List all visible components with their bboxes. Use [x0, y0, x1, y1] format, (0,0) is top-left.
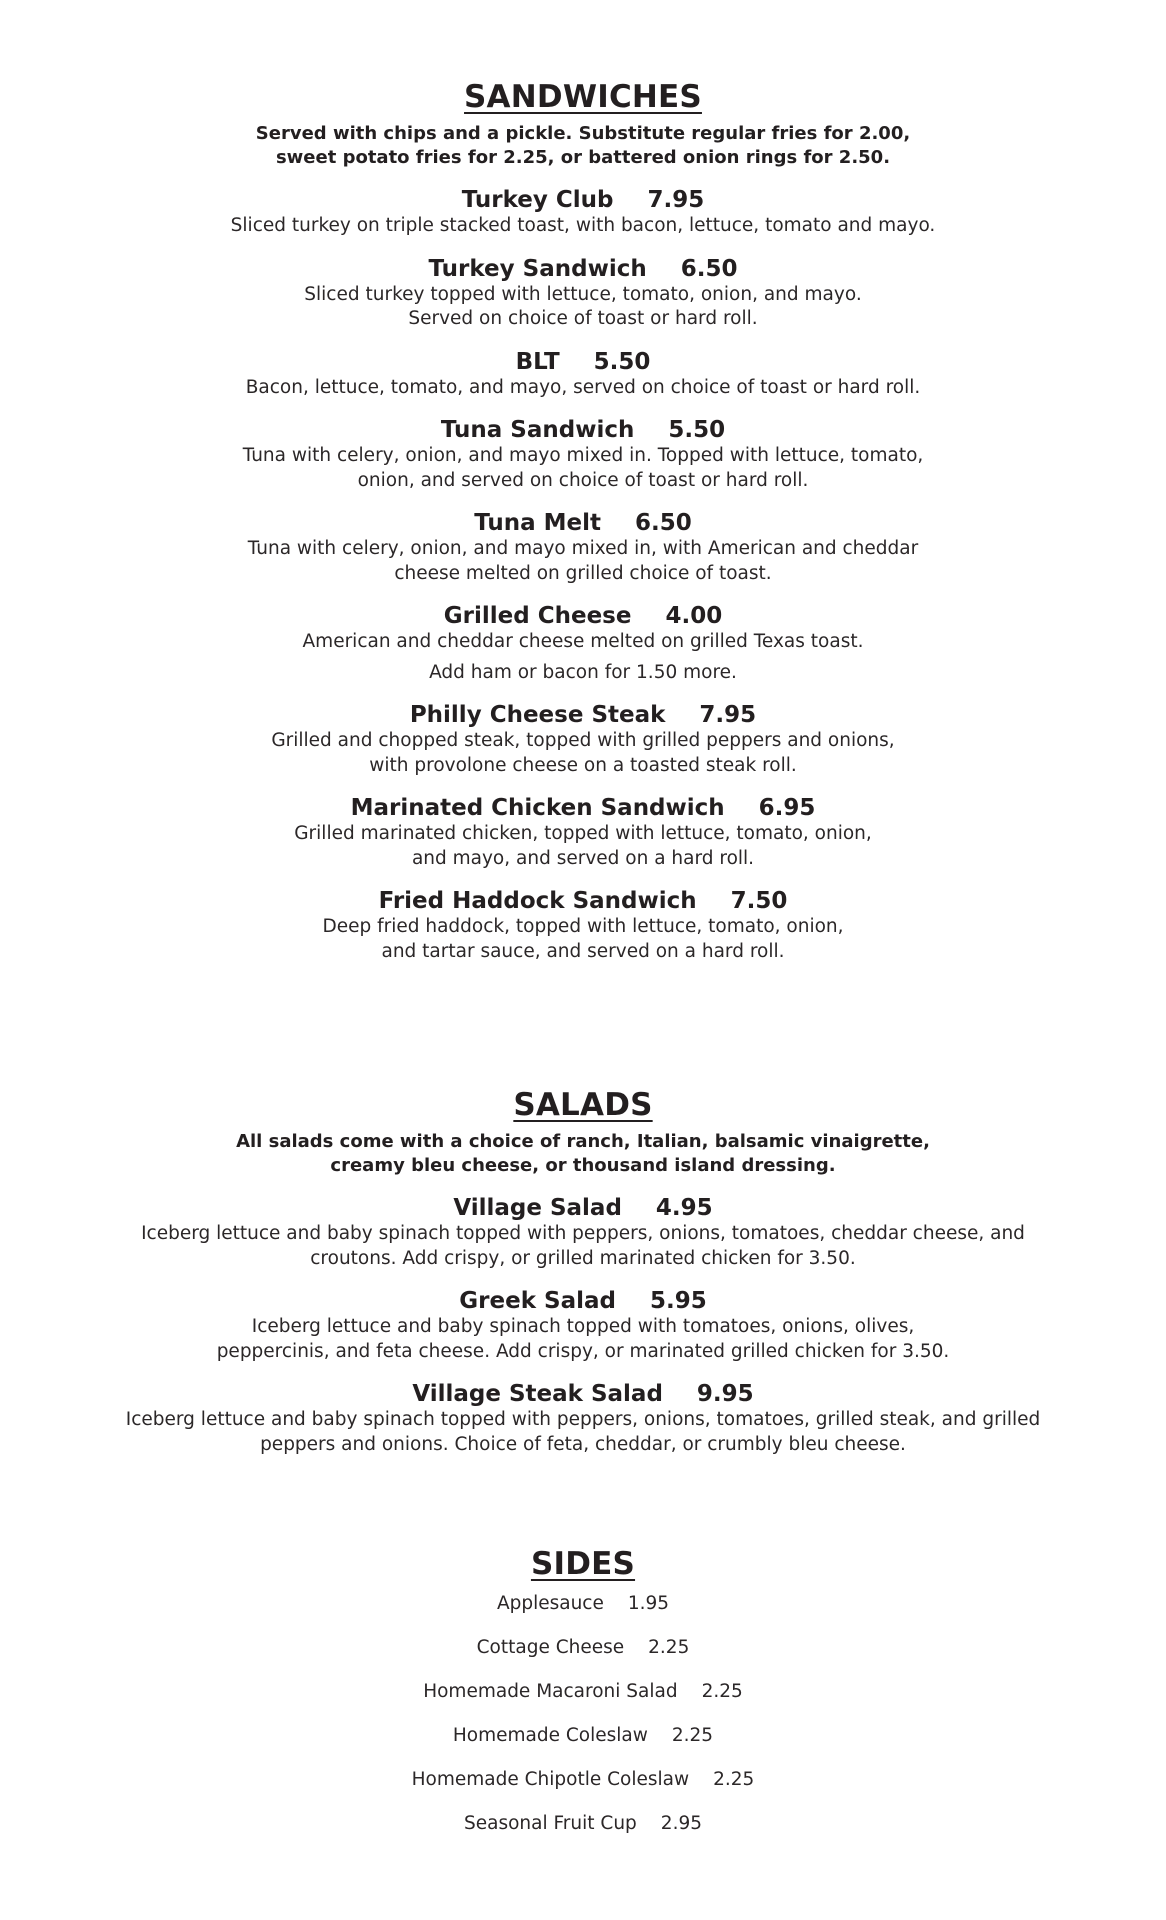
item-name: Turkey Club: [461, 187, 614, 213]
sandwiches-note: Served with chips and a pickle. Substitute regular fries for 2.00, sweet potato fries for 2.25, or battered onion rings for 2.50.: [255, 123, 911, 168]
side-item-fruit-cup: [0, 1812, 1166, 1856]
item-name: Fried Haddock Sandwich: [378, 888, 697, 914]
item-description: Tuna with celery, onion, and mayo mixed in. Topped with lettuce, tomato, onion, and served on choice of toast or hard roll.: [242, 445, 924, 491]
item-price: 6.95: [758, 795, 816, 821]
item-description: Sliced turkey on triple stacked toast, with bacon, lettuce, tomato and mayo.: [230, 215, 936, 236]
side-item-applesauce: [0, 1592, 1166, 1636]
menu-item-greek-salad: [0, 1287, 1166, 1364]
item-description: Sliced turkey topped with lettuce, tomato, onion, and mayo. Served on choice of toast or hard roll.: [304, 283, 862, 329]
sides-title: SIDES: [530, 1546, 636, 1582]
item-name: Turkey Sandwich: [428, 255, 647, 282]
item-description: Iceberg lettuce and baby spinach topped with peppers, onions, tomatoes, cheddar cheese, and croutons. Add crispy, or grilled marinated chicken for 3.50.: [141, 1223, 1025, 1269]
sandwiches-title: SANDWICHES: [464, 79, 702, 115]
side-item-macaroni-salad: [0, 1680, 1166, 1724]
item-add-on-note: Add ham or bacon for 1.50 more.: [429, 661, 737, 683]
salads-note: All salads come with a choice of ranch, Italian, balsamic vinaigrette, creamy bleu cheese, or thousand island dressing.: [236, 1131, 930, 1176]
item-price: 7.95: [699, 702, 757, 728]
menu-item-marinated-chicken-sandwich: [0, 794, 1166, 871]
item-price: 6.50: [635, 510, 692, 536]
item-price: 4.00: [665, 603, 723, 629]
item-price: 5.50: [668, 417, 726, 443]
item-description: Grilled and chopped steak, topped with grilled peppers and onions, with provolone cheese on a toasted steak roll.: [271, 730, 895, 776]
menu-item-village-salad: [0, 1194, 1166, 1271]
item-name: Tuna Melt: [474, 510, 602, 536]
item-description: Grilled marinated chicken, topped with lettuce, tomato, onion, and mayo, and served on a hard roll.: [294, 823, 872, 869]
item-name: Village Salad: [453, 1195, 622, 1221]
side-item-chipotle-coleslaw: [0, 1768, 1166, 1812]
menu-item-blt: [0, 348, 1166, 401]
item-description: Tuna with celery, onion, and mayo mixed in, with American and cheddar cheese melted on grilled choice of toast.: [247, 538, 919, 584]
sandwiches-section: [0, 78, 1166, 964]
item-price: 7.95: [647, 187, 705, 213]
item-name: Grilled Cheese: [443, 603, 632, 629]
side-price: 2.25: [701, 1681, 743, 1702]
side-name: Seasonal Fruit Cup: [464, 1813, 637, 1834]
item-price: 7.50: [730, 888, 788, 914]
item-name: Village Steak Salad: [412, 1381, 663, 1407]
menu-item-philly-cheese-steak: [0, 701, 1166, 778]
sides-list: [0, 1592, 1166, 1856]
item-description: Bacon, lettuce, tomato, and mayo, served on choice of toast or hard roll.: [245, 376, 921, 398]
menu-item-grilled-cheese: [0, 602, 1166, 685]
item-name: Marinated Chicken Sandwich: [350, 795, 725, 821]
side-name: Applesauce: [496, 1593, 604, 1614]
item-description: Iceberg lettuce and baby spinach topped with tomatoes, onions, olives, peppercinis, and feta cheese. Add crispy, or marinated grilled chicken for 3.50.: [216, 1316, 950, 1362]
side-name: Homemade Macaroni Salad: [423, 1681, 678, 1702]
menu-item-village-steak-salad: [0, 1380, 1166, 1457]
item-name: BLT: [515, 348, 560, 375]
side-name: Homemade Coleslaw: [452, 1725, 648, 1746]
item-name: Tuna Sandwich: [440, 417, 635, 443]
side-price: 1.95: [627, 1593, 670, 1614]
item-description: Iceberg lettuce and baby spinach topped with peppers, onions, tomatoes, grilled steak, and grilled peppers and onions. Choice of feta, cheddar, or crumbly bleu cheese.: [125, 1409, 1041, 1455]
menu-item-tuna-melt: [0, 509, 1166, 586]
salads-title: SALADS: [513, 1087, 653, 1123]
menu-item-tuna-sandwich: [0, 416, 1166, 493]
item-price: 4.95: [655, 1195, 713, 1221]
salads-section: [0, 1086, 1166, 1457]
menu-item-fried-haddock-sandwich: [0, 887, 1166, 964]
side-item-cottage-cheese: [0, 1636, 1166, 1680]
sides-section: [0, 1545, 1166, 1856]
side-name: Cottage Cheese: [476, 1637, 625, 1658]
item-name: Greek Salad: [459, 1288, 616, 1314]
side-item-coleslaw: [0, 1724, 1166, 1768]
side-price: 2.25: [648, 1637, 690, 1658]
item-description: Deep fried haddock, topped with lettuce, tomato, onion, and tartar sauce, and served on a hard roll.: [322, 916, 844, 962]
side-price: 2.25: [671, 1725, 714, 1746]
side-price: 2.95: [660, 1813, 702, 1834]
item-price: 5.50: [593, 348, 651, 375]
item-description: American and cheddar cheese melted on grilled Texas toast.: [302, 631, 864, 652]
item-name: Philly Cheese Steak: [409, 702, 666, 728]
menu-item-turkey-club: [0, 186, 1166, 239]
side-price: 2.25: [713, 1769, 755, 1790]
side-name: Homemade Chipotle Coleslaw: [411, 1769, 690, 1790]
item-price: 9.95: [696, 1381, 754, 1407]
item-price: 6.50: [680, 255, 738, 282]
menu-item-turkey-sandwich: [0, 255, 1166, 332]
item-price: 5.95: [649, 1288, 707, 1314]
